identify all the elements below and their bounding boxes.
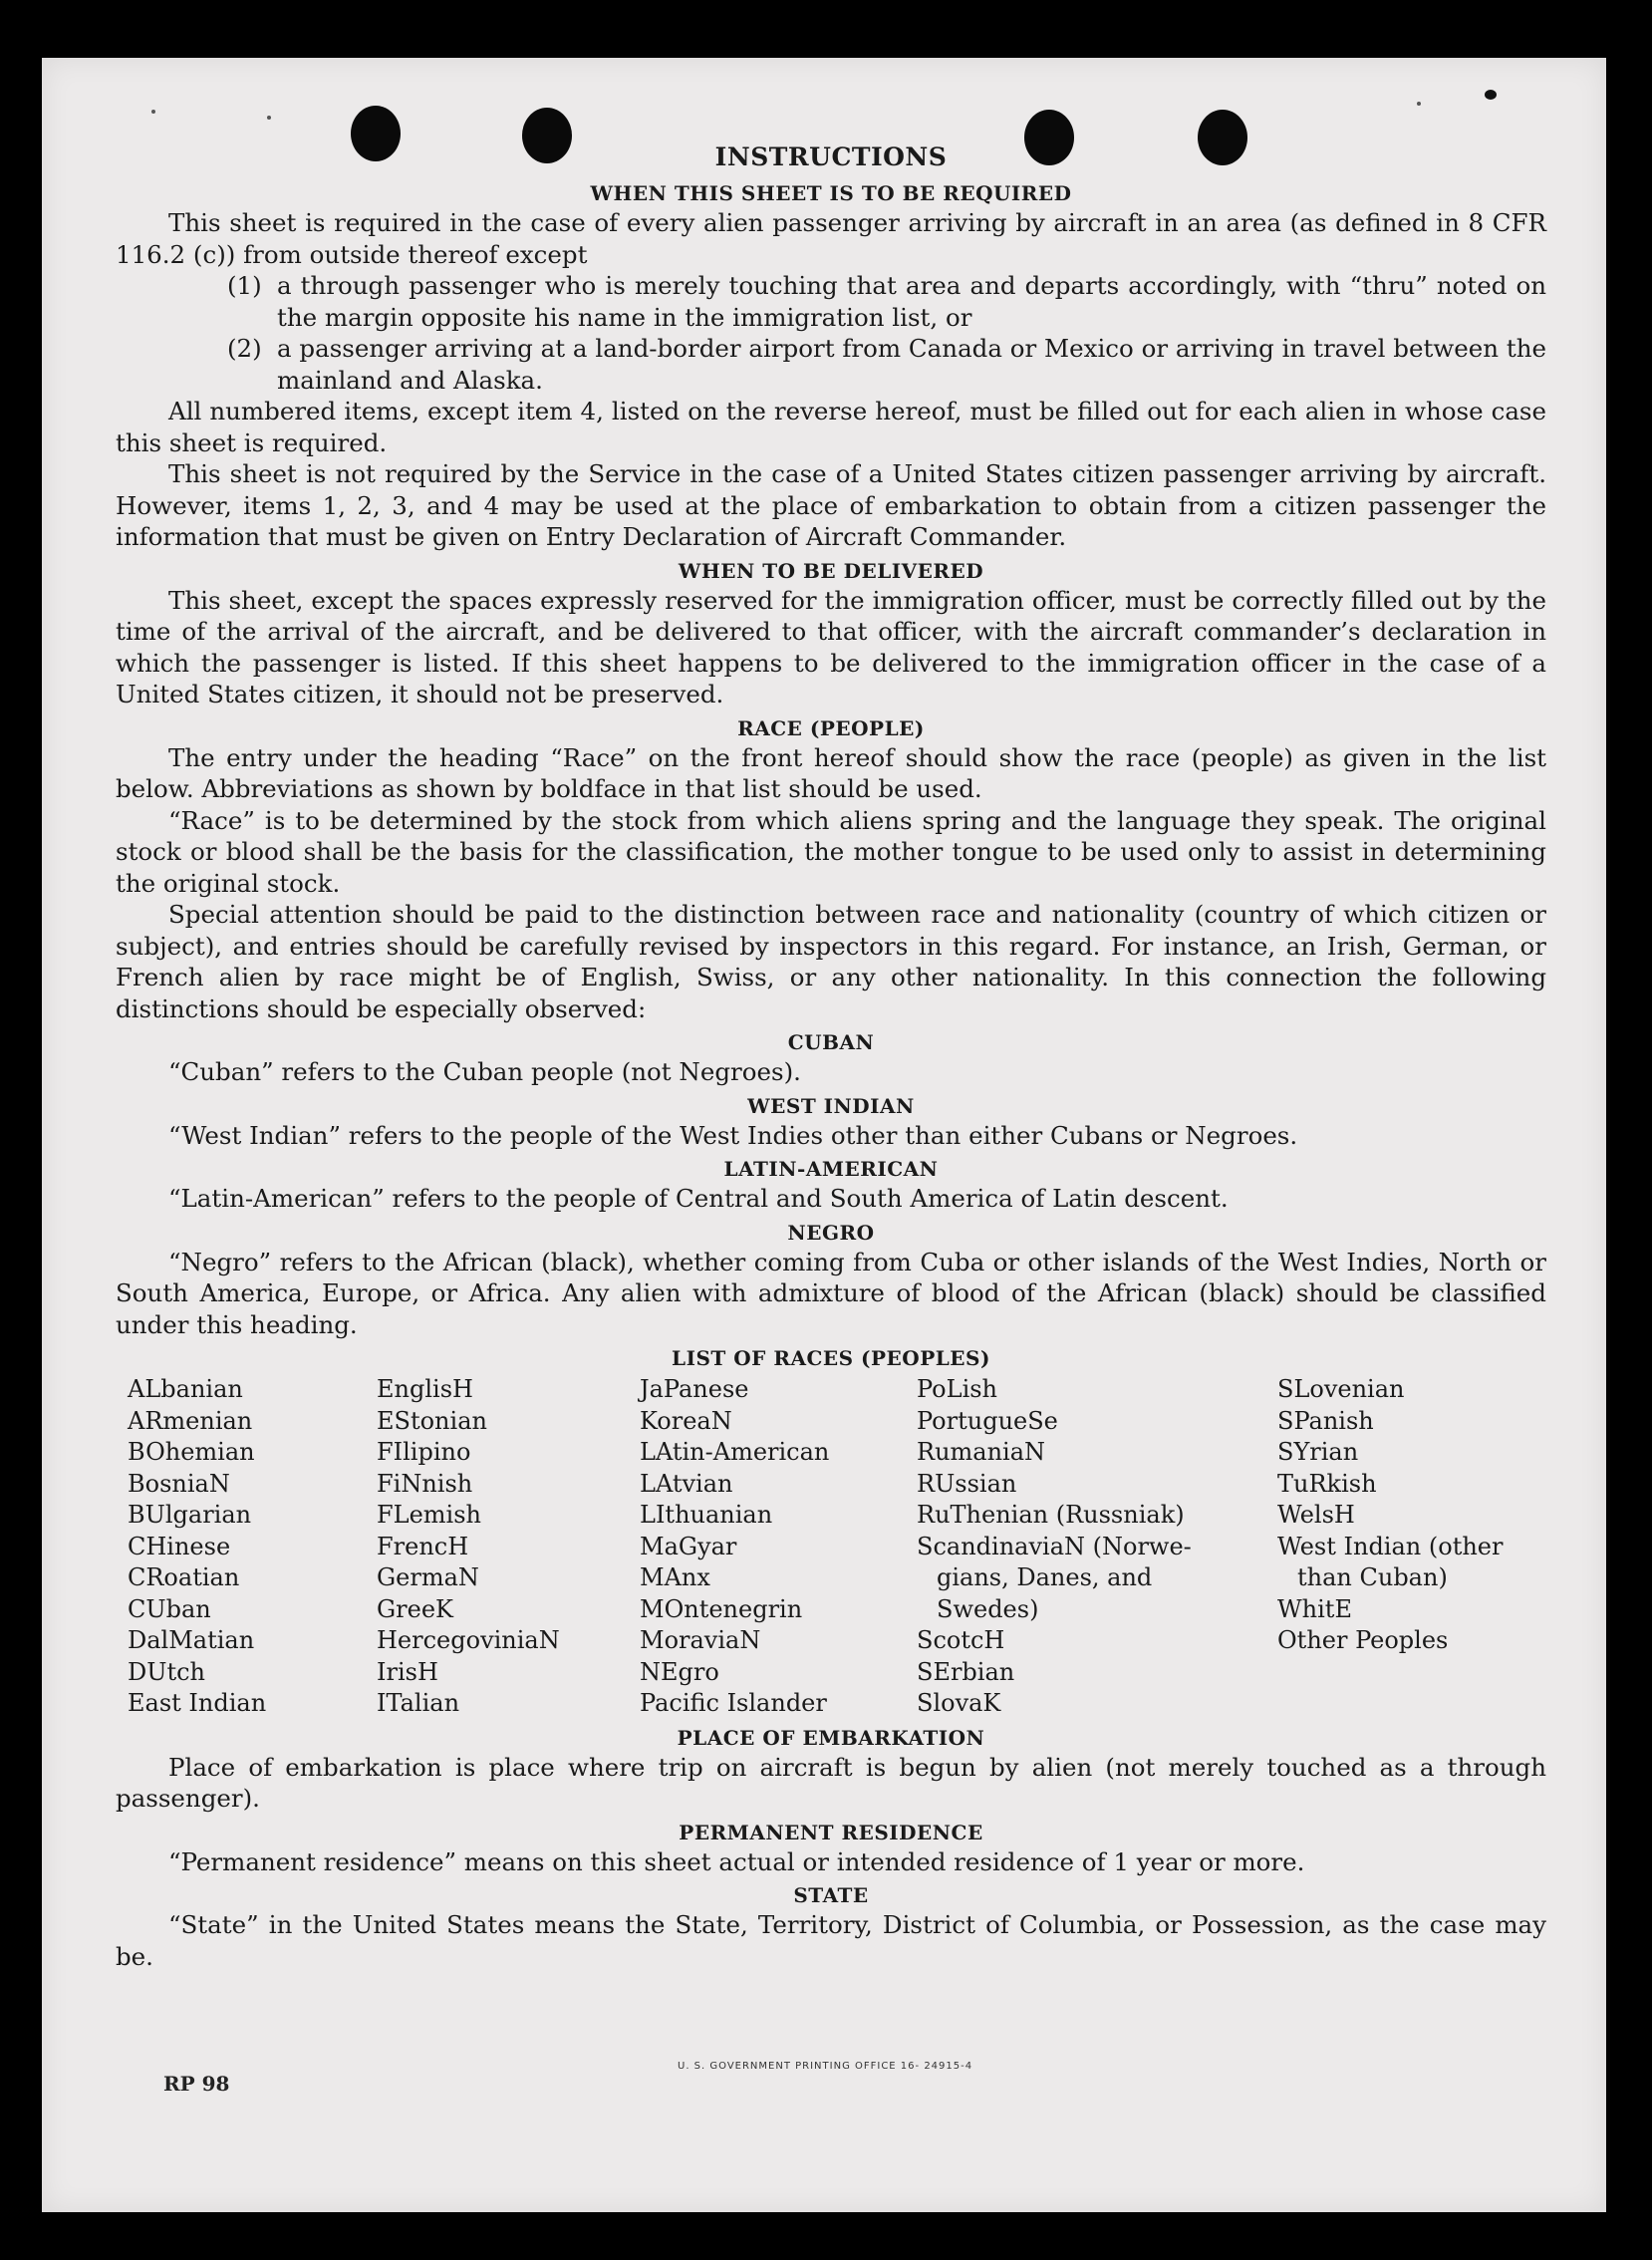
race-entry: ITalian [377, 1689, 460, 1717]
list-item [227, 270, 1546, 333]
section-heading: PERMANENT RESIDENCE [679, 1820, 983, 1844]
race-column [377, 1374, 640, 1720]
race-entry: FLemish [377, 1501, 481, 1529]
race-entry: LIthuanian [640, 1501, 773, 1529]
item-text: a through passenger who is merely touching that area and departs accordingly, with “thru” noted on the margin opposite his name in the immigration list, or [277, 271, 1546, 332]
section-heading: NEGRO [787, 1220, 875, 1245]
race-entry: DalMatian [128, 1626, 255, 1654]
document-body [116, 140, 1546, 1972]
race-entry: Pacific Islander [640, 1689, 827, 1717]
race-entry: NEgro [640, 1657, 719, 1686]
race-entry: Swedes) [937, 1594, 1039, 1623]
document-sheet [42, 58, 1606, 2212]
race-entry: KoreaN [640, 1406, 732, 1435]
race-entry: SPanish [1277, 1406, 1374, 1435]
race-entry: ALbanian [128, 1375, 243, 1403]
paragraph: “Latin-American” refers to the people of Central and South America of Latin descent. [168, 1184, 1229, 1213]
paragraph: “State” in the United States means the State, Territory, District of Columbia, or Possession, as the case may be. [116, 1910, 1546, 1971]
race-entry: MaGyar [640, 1532, 737, 1560]
race-column [116, 1374, 377, 1720]
race-entry: IrisH [377, 1657, 438, 1686]
race-entry: West Indian (other [1277, 1532, 1504, 1560]
section-heading: PLACE OF EMBARKATION [677, 1725, 985, 1750]
paragraph: Place of embarkation is place where trip on aircraft is begun by alien (not merely touched as a through passenger). [116, 1752, 1546, 1813]
race-entry: EnglisH [377, 1375, 473, 1403]
page-title: INSTRUCTIONS [714, 142, 948, 171]
race-entry: TuRkish [1277, 1469, 1377, 1498]
paragraph: “Negro” refers to the African (black), whether coming from Cuba or other islands of the West Indies, North or South America, Europe, or Africa. Any alien with admixture of blood of the African (black) should be classified under this heading. [116, 1247, 1546, 1339]
race-entry: RumaniaN [917, 1438, 1046, 1466]
race-entry: ScotcH [917, 1626, 1005, 1654]
paragraph: “West Indian” refers to the people of the West Indies other than either Cubans or Negroes. [168, 1120, 1298, 1150]
speck [151, 110, 155, 114]
race-entry: SYrian [1277, 1438, 1359, 1466]
race-entry: WelsH [1277, 1501, 1355, 1529]
race-list [116, 1374, 1546, 1720]
paragraph: “Permanent residence” means on this sheet actual or intended residence of 1 year or more. [168, 1846, 1305, 1876]
race-entry: CRoatian [128, 1563, 240, 1591]
race-entry: PortugueSe [917, 1406, 1058, 1435]
race-column [640, 1374, 917, 1720]
race-column [1277, 1374, 1546, 1720]
section-heading: CUBAN [787, 1030, 875, 1054]
paragraph: This sheet is required in the case of every alien passenger arriving by aircraft in an area (as defined in 8 CFR 116.2 (c)) from outside thereof except [116, 208, 1546, 269]
printer-imprint: U. S. GOVERNMENT PRINTING OFFICE 16- 24915-4 [678, 2061, 973, 2072]
race-entry: ARmenian [128, 1406, 253, 1435]
speck [267, 116, 271, 120]
section-heading: WEST INDIAN [747, 1093, 915, 1118]
race-entry: BUlgarian [128, 1501, 252, 1529]
race-entry: EStonian [377, 1406, 487, 1435]
item-text: a passenger arriving at a land-border airport from Canada or Mexico or arriving in travel between the mainland and Alaska. [277, 334, 1546, 395]
race-entry: MoraviaN [640, 1626, 761, 1654]
section-heading: LIST OF RACES (PEOPLES) [672, 1346, 990, 1370]
section-heading: STATE [793, 1883, 869, 1907]
speck [1417, 102, 1421, 106]
item-number: (1) [227, 271, 262, 300]
race-entry: DUtch [128, 1657, 206, 1686]
race-entry: FiNnish [377, 1469, 473, 1498]
race-entry: CHinese [128, 1532, 231, 1560]
race-entry: SlovaK [917, 1689, 1001, 1717]
section-heading: LATIN-AMERICAN [723, 1157, 939, 1181]
race-entry: MOntenegrin [640, 1594, 803, 1623]
race-entry: JaPanese [640, 1375, 749, 1403]
race-entry: LAtin-American [640, 1438, 830, 1466]
speck [1485, 90, 1497, 100]
paragraph: Special attention should be paid to the distinction between race and nationality (country of which citizen or subject), and entries should be carefully revised by inspectors in this regard. For instance, an Irish, German, or French alien by race might be of English, Swiss, or any other nationality. In this connection the following distinctions should be especially observed: [116, 900, 1546, 1023]
race-entry: than Cuban) [1297, 1563, 1448, 1591]
race-entry: HercegoviniaN [377, 1626, 560, 1654]
section-heading: WHEN THIS SHEET IS TO BE REQUIRED [590, 181, 1072, 205]
paragraph: The entry under the heading “Race” on the front hereof should show the race (people) as given in the list below. Abbreviations as shown by boldface in that list should be used. [116, 742, 1546, 803]
race-entry: GermaN [377, 1563, 479, 1591]
race-entry: WhitE [1277, 1594, 1352, 1623]
list-item [227, 333, 1546, 396]
race-entry: gians, Danes, and [937, 1563, 1153, 1591]
item-number: (2) [227, 334, 262, 363]
race-entry: BosniaN [128, 1469, 230, 1498]
paragraph: This sheet is not required by the Service in the case of a United States citizen passenger arriving by aircraft. However, items 1, 2, 3, and 4 may be used at the place of embarkation to obtain from a citizen passenger the information that must be given on Entry Declaration of Aircraft Commander. [116, 459, 1546, 551]
race-entry: RuThenian (Russniak) [917, 1501, 1185, 1529]
race-entry: GreeK [377, 1594, 453, 1623]
race-entry: SLovenian [1277, 1375, 1405, 1403]
race-entry: FIlipino [377, 1438, 471, 1466]
race-entry: RUssian [917, 1469, 1017, 1498]
race-entry: ScandinaviaN (Norwe- [917, 1532, 1192, 1560]
race-entry: East Indian [128, 1689, 267, 1717]
race-column [917, 1374, 1277, 1720]
paragraph: “Race” is to be determined by the stock from which aliens spring and the language they speak. The original stock or blood shall be the basis for the classification, the mother tongue to be used only to assist in determining the original stock. [116, 805, 1546, 898]
paragraph: All numbered items, except item 4, listed on the reverse hereof, must be filled out for each alien in whose case this sheet is required. [116, 397, 1546, 457]
race-entry: Other Peoples [1277, 1626, 1449, 1654]
section-heading: WHEN TO BE DELIVERED [678, 558, 984, 583]
race-entry: CUban [128, 1594, 211, 1623]
race-entry: BOhemian [128, 1438, 255, 1466]
race-entry: PoLish [917, 1375, 998, 1403]
race-entry: MAnx [640, 1563, 710, 1591]
section-heading: RACE (PEOPLE) [737, 715, 925, 740]
paragraph: This sheet, except the spaces expressly reserved for the immigration officer, must be correctly filled out by the time of the arrival of the aircraft, and be delivered to that officer, with the aircraft commander’s declaration in which the passenger is listed. If this sheet happens to be delivered to the immigration officer in the case of a United States citizen, it should not be preserved. [116, 585, 1546, 708]
race-entry: SErbian [917, 1657, 1015, 1686]
form-number: RP 98 [163, 2072, 230, 2096]
race-entry: LAtvian [640, 1469, 733, 1498]
paragraph: “Cuban” refers to the Cuban people (not Negroes). [168, 1057, 801, 1086]
race-entry: FrencH [377, 1532, 469, 1560]
